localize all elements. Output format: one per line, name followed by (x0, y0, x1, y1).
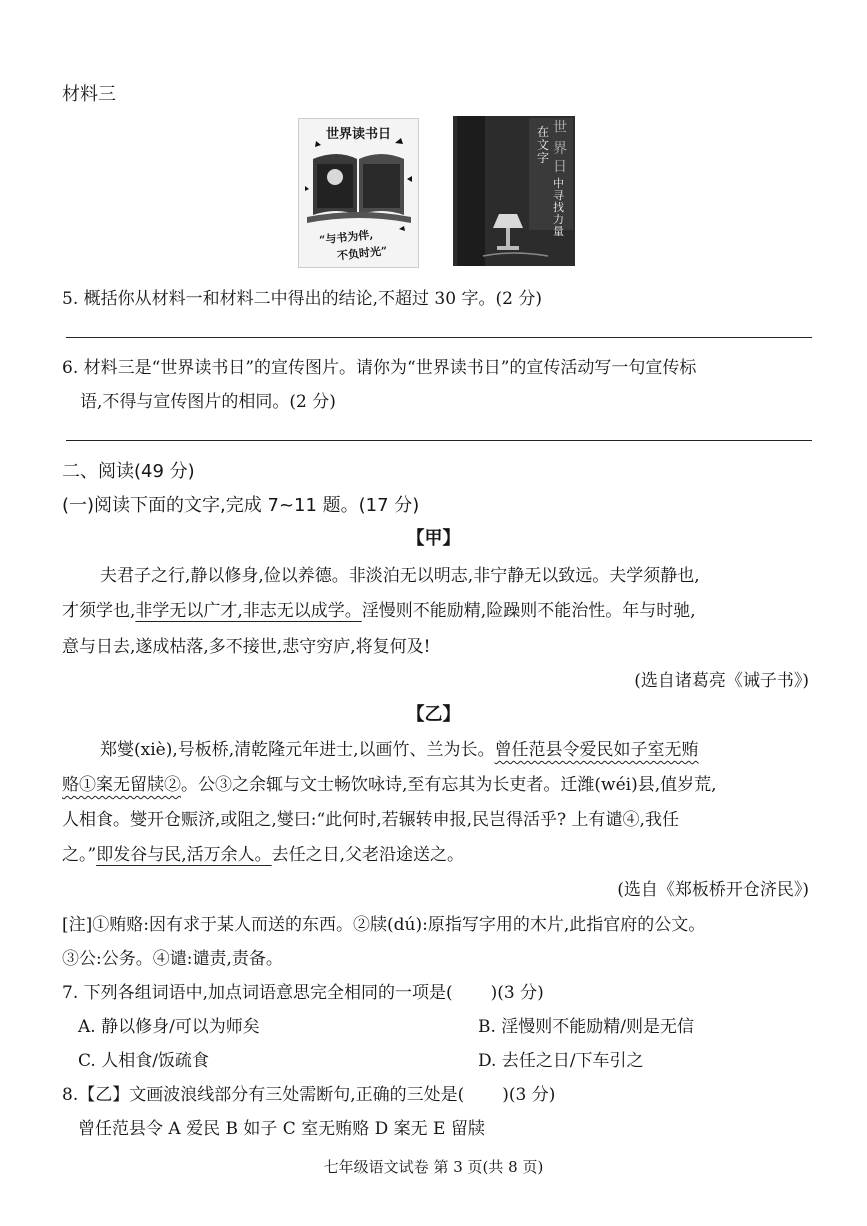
answer-line-q6 (66, 440, 812, 441)
notes-line-2: ③公:公务。④谴:谴责,责备。 (62, 949, 283, 969)
poster-world-book-day (298, 118, 419, 268)
q7-option-c: C. 人相食/饭疏食 (78, 1051, 209, 1071)
poster2-title-2: 界 (553, 141, 567, 157)
poster-slogan-1: “与书为伴, (318, 228, 374, 247)
jia-line-2: 才须学也,非学无以广才,非志无以成学。淫慢则不能励精,险躁则不能治性。年与时驰, (62, 601, 696, 621)
yi-line-3: 人相食。燮开仓赈济,或阻之,燮曰:“此何时,若辗转申报,民岂得活乎? 上有谴④,我任 (62, 810, 679, 830)
poster-slogan-2: 不负时光” (336, 244, 388, 263)
yi-line-1: 郑燮(xiè),号板桥,清乾隆元年进士,以画竹、兰为长。曾任范县令爱民如子室无贿 (100, 740, 699, 760)
material-title: 材料三 (62, 84, 116, 105)
poster2-title-3: 日 (553, 159, 567, 175)
yi-underlined-sentence: 即发谷与民,活万余人。 (96, 845, 272, 865)
question-5: 5. 概括你从材料一和材料二中得出的结论,不超过 30 字。(2 分) (62, 289, 542, 309)
passage-yi-title: 【乙】 (406, 704, 461, 725)
answer-line-q5 (66, 337, 812, 338)
desk-lamp-icon (453, 116, 575, 266)
question-6-line2: 语,不得与宣传图片的相同。(2 分) (80, 392, 336, 412)
poster2-text-2: 中寻找力量 (553, 177, 564, 238)
page-footer: 七年级语文试卷 第 3 页(共 8 页) (323, 1158, 544, 1176)
jia-source: (选自诸葛亮《诫子书》) (634, 671, 809, 691)
yi-line-2: 赂①案无留牍②。公③之余辄与文士畅饮咏诗,至有忘其为长吏者。迁潍(wéi)县,值岁荒, (62, 775, 717, 795)
jia-line-3: 意与日去,遂成枯落,多不接世,悲守穷庐,将复何及! (62, 637, 431, 657)
q7-option-a: A. 静以修身/可以为师矣 (78, 1017, 260, 1037)
q7-option-d: D. 去任之日/下车引之 (478, 1051, 644, 1071)
notes-line-1: [注]①贿赂:因有求于某人而送的东西。②牍(dú):原指写字用的木片,此指官府的公文。 (62, 915, 706, 935)
jia-underlined-sentence: 非学无以广才,非志无以成学。 (135, 601, 362, 621)
yi-line-4: 之。”即发谷与民,活万余人。去任之日,父老沿途送之。 (62, 845, 465, 865)
yi-source: (选自《郑板桥开仓济民》) (617, 880, 809, 900)
q7-option-b: B. 淫慢则不能励精/则是无信 (478, 1017, 695, 1037)
yi-wavy-1: 曾任范县令爱民如子室无贿 (494, 740, 699, 760)
q8-options: 曾任范县令 A 爱民 B 如子 C 室无贿赂 D 案无 E 留牍 (78, 1119, 485, 1139)
question-7: 7. 下列各组词语中,加点词语意思完全相同的一项是( )(3 分) (62, 983, 544, 1003)
passage-jia-title: 【甲】 (406, 528, 461, 549)
poster-lamp (453, 116, 575, 266)
poster-title: 世界读书日 (325, 127, 391, 142)
section-2-title: 二、阅读(49 分) (62, 461, 195, 482)
yi-wavy-2: 赂①案无留牍② (62, 775, 181, 795)
question-6-line1: 6. 材料三是“世界读书日”的宣传图片。请你为“世界读书日”的宣传活动写一句宣传标 (62, 358, 697, 378)
question-8: 8.【乙】文画波浪线部分有三处需断句,正确的三处是( )(3 分) (62, 1085, 556, 1105)
section-2-sub1: (一)阅读下面的文字,完成 7~11 题。(17 分) (62, 495, 420, 516)
poster2-text-1: 在文字 (537, 125, 550, 165)
jia-line-1: 夫君子之行,静以修身,俭以养德。非淡泊无以明志,非宁静无以致远。夫学须静也, (100, 566, 700, 586)
poster2-title-1: 世 (553, 120, 567, 136)
